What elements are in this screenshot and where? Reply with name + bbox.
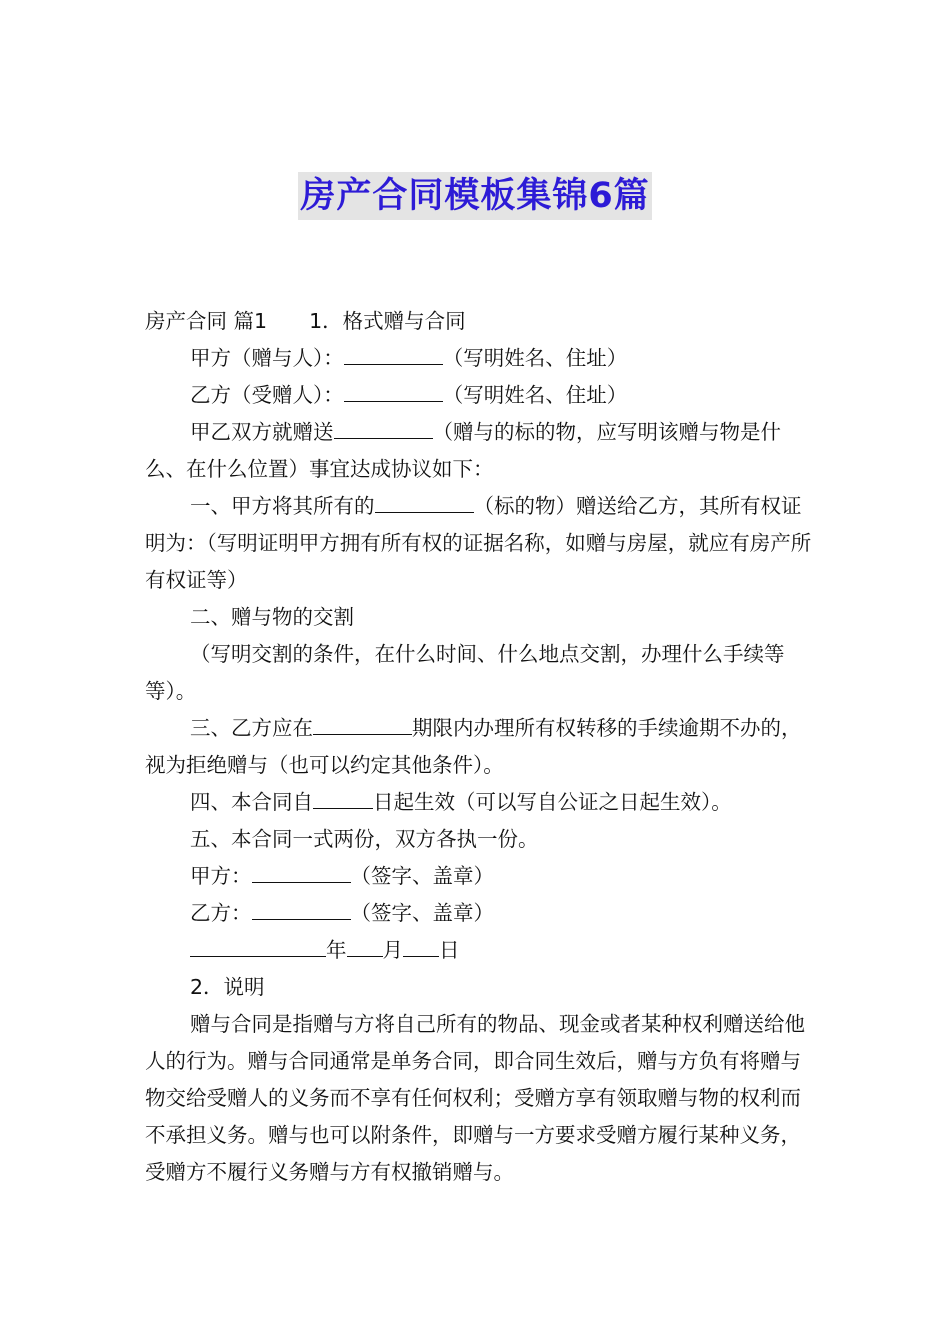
party-a-note: （写明姓名、住址） <box>442 346 628 370</box>
party-a-line <box>145 340 813 377</box>
signature-b-note: （签字、盖章） <box>350 901 494 925</box>
paragraph-intro <box>145 414 813 488</box>
party-b-label: 乙方（受赠人）： <box>190 383 344 407</box>
explanation-text: 赠与合同是指赠与方将自己所有的物品、现金或者某种权利赠送给他人的行为。赠与合同通常是单务合同，即合同生效后，赠与方负有将赠与物交给受赠人的义务而不享有任何权利；受赠方享有领取赠与物的权利而不承担义务。赠与也可以附条件，即赠与一方要求受赠方履行某种义务，受赠方不履行义务赠与方有权撤销赠与。 <box>145 1012 805 1184</box>
party-b-line <box>145 377 813 414</box>
signature-a <box>145 858 813 895</box>
blank-field <box>313 788 373 809</box>
intro-text-a: 甲乙双方就赠送 <box>190 420 334 444</box>
clause-3-text-b: 期限内办理所有权转移的手续逾期不办的，视为拒绝赠与（也可以约定其他条件）。 <box>145 716 802 777</box>
blank-field <box>403 936 439 957</box>
blank-field <box>344 381 443 402</box>
clause-3-text-a: 三、乙方应在 <box>190 716 313 740</box>
date-day: 日 <box>439 938 460 962</box>
blank-field <box>347 936 383 957</box>
date-month: 月 <box>382 938 403 962</box>
party-a-label: 甲方（赠与人）： <box>190 346 344 370</box>
heading-left: 房产合同 篇1 <box>145 309 268 333</box>
clause-5 <box>145 821 813 858</box>
intro-text-b: （赠与的标的物，应写明该赠与物是什么、在什么位置）事宜达成协议如下： <box>145 420 781 481</box>
clause-1 <box>145 488 813 599</box>
document-body <box>145 303 813 1191</box>
party-b-note: （写明姓名、住址） <box>442 383 628 407</box>
clause-1-text-a: 一、甲方将其所有的 <box>190 494 375 518</box>
section-2-heading <box>145 969 813 1006</box>
clause-2-detail-text: （写明交割的条件，在什么时间、什么地点交割，办理什么手续等等）。 <box>145 642 785 703</box>
blank-field <box>375 492 474 513</box>
clause-1-text-b: （标的物）赠送给乙方，其所有权证明为：（写明证明甲方拥有所有权的证据名称，如赠与房屋，就应有房产所有权证等） <box>145 494 812 592</box>
title-block <box>0 172 950 220</box>
signature-b-label: 乙方： <box>190 901 252 925</box>
date-year: 年 <box>326 938 347 962</box>
blank-field <box>252 862 351 883</box>
contract-heading <box>145 303 813 340</box>
explanation-paragraph <box>145 1006 813 1191</box>
clause-4-text-a: 四、本合同自 <box>190 790 313 814</box>
document-title: 房产合同模板集锦6篇 <box>298 172 651 220</box>
signature-a-note: （签字、盖章） <box>350 864 494 888</box>
signature-a-label: 甲方： <box>190 864 252 888</box>
clause-5-text: 五、本合同一式两份，双方各执一份。 <box>190 827 539 851</box>
heading-right: 1．格式赠与合同 <box>309 309 466 333</box>
blank-field <box>190 936 326 957</box>
clause-3 <box>145 710 813 784</box>
clause-4-text-b: 日起生效（可以写自公证之日起生效）。 <box>373 790 732 814</box>
blank-field <box>252 899 351 920</box>
blank-field <box>313 714 412 735</box>
clause-2 <box>145 599 813 636</box>
clause-2-text: 二、赠与物的交割 <box>190 605 354 629</box>
date-line <box>145 932 813 969</box>
signature-b <box>145 895 813 932</box>
blank-field <box>334 418 433 439</box>
blank-field <box>344 344 443 365</box>
clause-2-detail <box>145 636 813 710</box>
section-2-text: 2．说明 <box>190 975 265 999</box>
clause-4 <box>145 784 813 821</box>
